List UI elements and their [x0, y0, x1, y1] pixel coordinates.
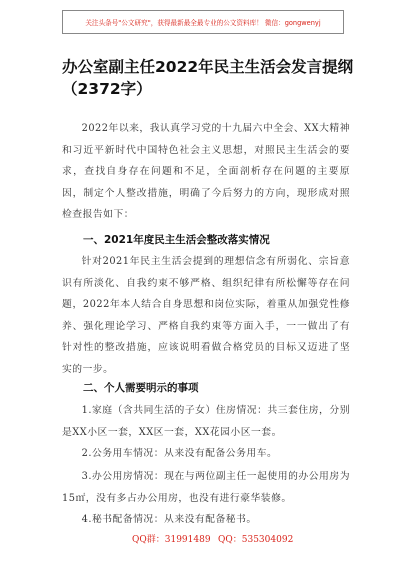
section-1-heading: 一、2021年度民主生活会整改落实情况 [83, 234, 270, 246]
title-word-count: （2372字） [62, 80, 152, 98]
section-2-heading: 二、个人需要明示的事项 [83, 382, 199, 394]
list-item-official-car: 2.公务用车情况：从来没有配备公务用车。 [81, 448, 278, 459]
list-item-office-space: 3.办公用房情况：现在与两位副主任一起使用的办公用房为15㎡，没有多占办公用房，也没有进行豪华装修。 [62, 471, 350, 504]
list-item-housing: 1.家庭（含共同生活的子女）住房情况：共三套住房，分别是XX小区一套，XX区一套，XX花园小区一套。 [62, 405, 350, 438]
intro-paragraph: 2022年以来，我认真学习党的十九届六中全会、XX大精神和习近平新时代中国特色社会主义思想，对照民主生活会的要求，查找自身存在问题和不足，全面剖析存在问题的主要原因，制定个人整改措施，明确了今后努力的方向，现形成对照检查报告如下： [62, 123, 351, 220]
footer-qq-group: QQ群：31991489 [132, 535, 211, 545]
list-item-secretary: 4.秘书配备情况：从来没有配备秘书。 [81, 514, 257, 525]
header-banner: 关注头条号"公文研究"，获得最新最全最专业的公文资料库！ 微信：gongwenyj [62, 10, 344, 34]
title-main: 办公室副主任2022年民主生活会发言提纲 [62, 58, 354, 76]
document-title [62, 56, 362, 100]
section-1-paragraph: 针对2021年民主生活会提到的理想信念有所弱化、宗旨意识有所淡化、自我约束不够严格、组织纪律有所松懈等存在问题，2022年本人结合自身思想和岗位实际，着重从加强党性修养、强化理论学习、严格自我约束等方面入手，一一做出了有针对性的整改措施，应该说明看做合格党员的目标又迈进了坚实的一步。 [62, 256, 350, 375]
footer-qq-number: QQ：535304092 [218, 535, 294, 545]
